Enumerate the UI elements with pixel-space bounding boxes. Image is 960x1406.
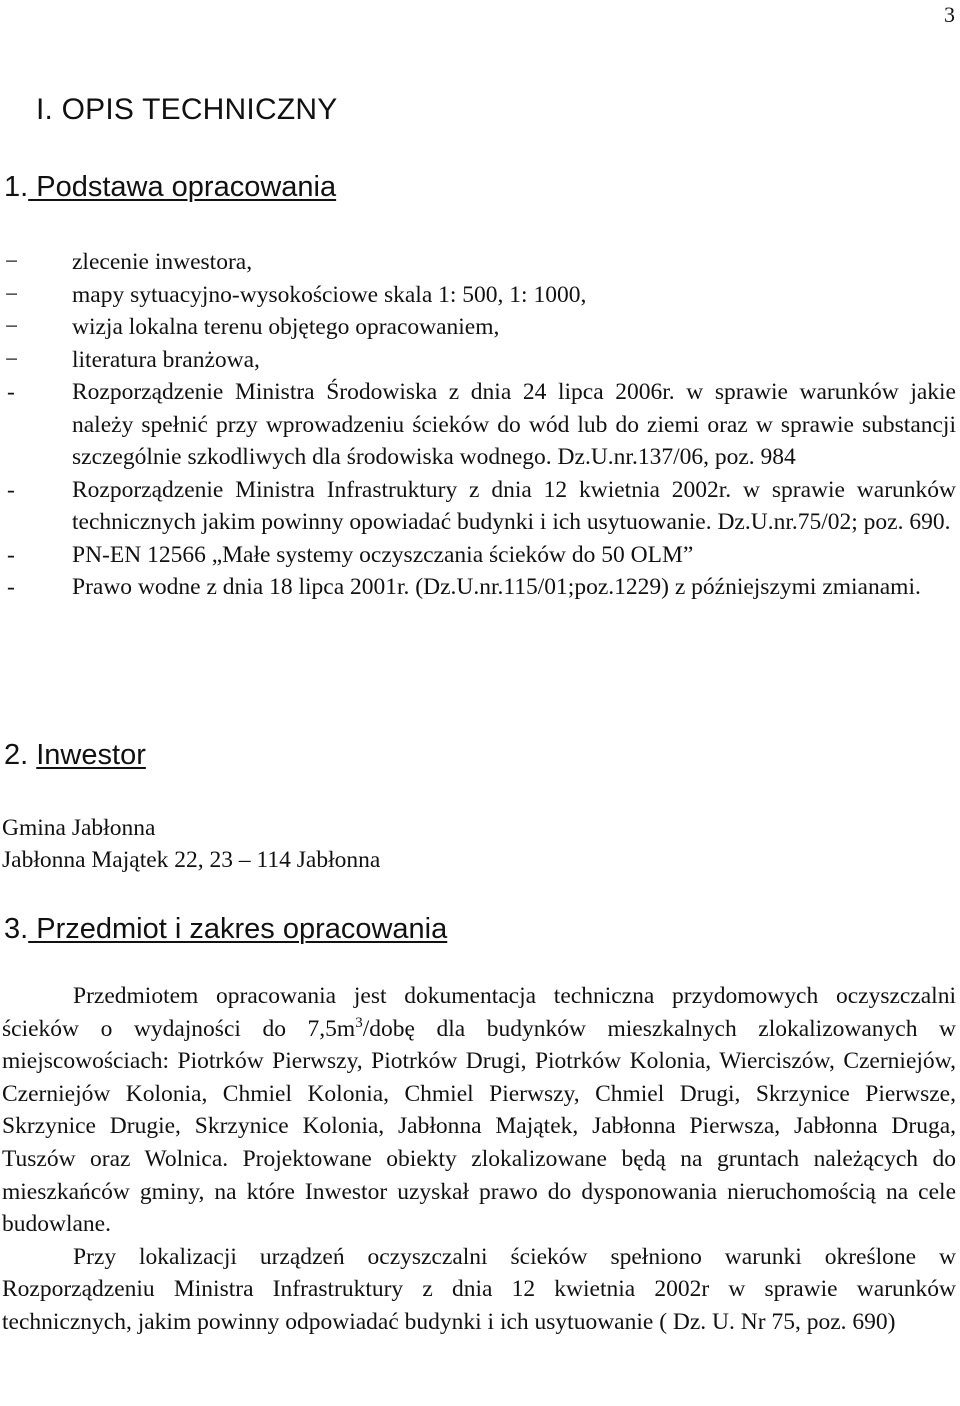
cubic-superscript: 3 — [355, 1014, 363, 1031]
list-bullet: − — [5, 249, 19, 275]
list-item — [0, 539, 960, 572]
list-item-text: Rozporządzenie Ministra Infrastruktury z dnia 12 kwietnia 2002r. w sprawie warunków technicznych jakim powinny opowiadać budynki i ich usytuowanie. Dz.U.nr.75/02; poz. 690. — [72, 476, 956, 535]
list-bullet: − — [5, 281, 19, 308]
list-item-text: Prawo wodne z dnia 18 lipca 2001r. (Dz.U.nr.115/01;poz.1229) z późniejszymi zmianami. — [72, 574, 921, 600]
list-item-text: PN-EN 12566 „Małe systemy oczyszczania ścieków do 50 OLM” — [72, 541, 694, 568]
list-bullet: - — [7, 574, 15, 600]
list-item-text: zlecenie inwestora, — [72, 249, 253, 275]
list-item — [0, 279, 960, 312]
list-item — [0, 474, 960, 539]
scope-paragraph-2: Przy lokalizacji urządzeń oczyszczalni ścieków spełniono warunki określone w Rozporządzeniu Ministra Infrastruktury z dnia 12 kwietnia 2002r w sprawie warunków technicznych, jakim powinny odpowiadać budynki i ich usytuowanie ( Dz. U. Nr 75, poz. 690) — [2, 1243, 956, 1335]
main-heading: I. OPIS TECHNICZNY — [36, 93, 338, 126]
list-item — [0, 311, 960, 344]
list-item — [0, 246, 960, 279]
list-item-text: literatura branżowa, — [72, 346, 260, 373]
section-2-title: Inwestor — [36, 739, 146, 771]
scope-paragraph-1 — [2, 980, 956, 1241]
list-item — [0, 344, 960, 377]
scope-paragraph-1-text: Przedmiotem opracowania jest dokumentacja techniczna przydomowych oczyszczalni ścieków o wydajności do 7,5m — [2, 983, 956, 1042]
investor-name: Gmina Jabłonna — [2, 815, 156, 841]
list-item — [0, 571, 960, 604]
list-item — [0, 376, 960, 474]
list-bullet: - — [7, 476, 15, 503]
section-2-heading — [4, 738, 146, 772]
list-bullet: - — [7, 541, 15, 568]
section-1-number: 1. — [4, 171, 29, 203]
section-3-number: 3. — [4, 913, 29, 945]
page-number: 3 — [944, 2, 955, 27]
section-2-number: 2. — [4, 739, 29, 771]
list-item-text: wizja lokalna terenu objętego opracowaniem, — [72, 314, 500, 340]
list-bullet: − — [5, 314, 19, 340]
section-3-heading — [4, 912, 447, 946]
list-item-text: Rozporządzenie Ministra Środowiska z dnia 24 lipca 2006r. w sprawie warunków jakie należy spełnić przy wprowadzeniu ścieków do wód lub do ziemi oraz w sprawie substancji szczególnie szkodliwych dla środowiska wodnego. Dz.U.nr.137/06, poz. 984 — [72, 379, 956, 470]
investor-address: Jabłonna Majątek 22, 23 – 114 Jabłonna — [2, 847, 381, 873]
list-bullet: - — [7, 379, 15, 405]
list-item-text: mapy sytuacyjno-wysokościowe skala 1: 500, 1: 1000, — [72, 281, 587, 308]
list-bullet: − — [5, 346, 19, 373]
scope-description — [2, 980, 956, 1339]
section-1-heading — [4, 170, 336, 204]
section-3-title: Przedmiot i zakres opracowania — [28, 913, 448, 945]
section-1-title: Podstawa opracowania — [28, 171, 337, 203]
scope-paragraph-1-text-cont: /dobę dla budynków mieszkalnych zlokalizowanych w miejscowościach: Piotrków Pierwszy, Piotrków Drugi, Piotrków Kolonia, Wierciszów, Czerniejów, Czerniejów Kolonia, Chmiel Kolonia, Chmiel Pierwszy, Chmiel Drugi, Skrzynice Pierwsze, Skrzynice Drugie, Skrzynice Kolonia, Jabłonna Majątek, Jabłonna Pierwsza, Jabłonna Druga, Tuszów oraz Wolnica. Projektowane obiekty zlokalizowane będą na gruntach należących do mieszkańców gminy, na które Inwestor uzyskał prawo do dysponowania nieruchomością na cele budowlane. — [2, 1015, 956, 1238]
basis-list — [0, 246, 960, 604]
